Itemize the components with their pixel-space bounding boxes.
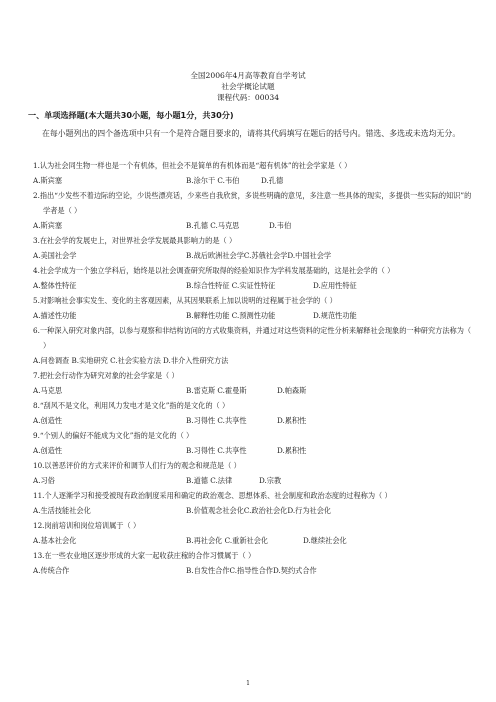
option-b: B.道德 C.法律 bbox=[186, 475, 233, 485]
option-d: D.规范性功能 bbox=[313, 310, 357, 320]
exam-title: 全国2006年4月高等教育自学考试 bbox=[190, 71, 306, 80]
option-d: D.应用性特征 bbox=[313, 280, 357, 290]
question-stem: 6.一种深入研究对象内部，以参与观察和非结构访问的方式收集资料，并通过对这些资料的定性分析来解释社会现象的一种研究方法称为（ ） bbox=[33, 325, 472, 350]
question-options bbox=[33, 473, 473, 488]
question-stem: 1.认为社会同生物一样也是一个有机体，但社会不是简单的有机体而是“超有机体”的社会学家是（ ） bbox=[33, 160, 352, 170]
option-a: A.生活技能社会化 bbox=[33, 505, 91, 515]
option-a: A.马克思 bbox=[33, 385, 63, 395]
section-title: 一、单项选择题(本大题共30小题，每小题1分，共30分) bbox=[28, 110, 234, 120]
option-b: B.综合性特征 C.实证性特征 bbox=[186, 280, 276, 290]
option-b: B.涂尔干 C.韦伯 bbox=[186, 175, 240, 185]
question-stem: 9.“个别人的偏好不能成为文化”指的是文化的（ ） bbox=[33, 430, 194, 440]
question-stem: 3.在社会学的发展史上，对世界社会学发展最具影响力的是（ ） bbox=[33, 235, 237, 245]
option-d: D.帕森斯 bbox=[277, 385, 307, 395]
option-a: A.美国社会学 bbox=[33, 250, 77, 260]
option-b: B.习得性 C.共享性 bbox=[186, 445, 247, 455]
question-options bbox=[33, 173, 473, 188]
option-a: A.斯宾塞 bbox=[33, 175, 63, 185]
course-code: 课程代码：00034 bbox=[216, 92, 280, 102]
question-stem: 7.把社会行动作为研究对象的社会学家是（ ） bbox=[33, 370, 179, 380]
question-stem: 8.“刮风不是文化，利用风力发电才是文化”指的是文化的（ ） bbox=[33, 400, 230, 410]
option-a: A.创造性 bbox=[33, 415, 63, 425]
option-a: A.传统合作 bbox=[33, 565, 70, 575]
option-a: A.基本社会化 bbox=[33, 535, 77, 545]
option-b: B.战后欧洲社会学C.苏俄社会学D.中国社会学 bbox=[186, 250, 332, 260]
question-options bbox=[33, 443, 473, 458]
page-number: 1 bbox=[246, 680, 250, 687]
option-a: A.问卷调查 B.实地研究 C.社会实验方法 D.非介入性研究方法 bbox=[33, 355, 229, 365]
question-options bbox=[33, 413, 473, 428]
option-a: A.整体性特征 bbox=[33, 280, 77, 290]
question-stem: 11.个人逐渐学习和接受被现有政治制度采用和确定的政治观念、思想体系、社会制度和政治态度的过程称为（ ） bbox=[33, 490, 392, 500]
question-options bbox=[33, 308, 473, 323]
section-instructions: 在每小题列出的四个备选项中只有一个是符合题目要求的，请将其代码填写在题后的括号内。错选、多选或未选均无分。 bbox=[42, 129, 461, 138]
question-stem: 5.对影响社会事实发生、变化的主客观因素，从其因果联系上加以说明的过程属于社会学的（ ） bbox=[33, 295, 337, 305]
question-stem: 13.在一些农业地区逐步形成的大家一起收获庄稼的合作习惯属于（ ） bbox=[33, 550, 256, 560]
option-a: A.习俗 bbox=[33, 475, 55, 485]
question-stem: 4.社会学成为一个独立学科后，始终是以社会调查研究所取得的经验知识作为学科发展基础的，这是社会学的（ ） bbox=[33, 265, 395, 275]
question-options bbox=[33, 353, 473, 368]
option-a: A.创造性 bbox=[33, 445, 63, 455]
option-b: B.再社会化 C.重新社会化 bbox=[186, 535, 269, 545]
option-a: A.描述性功能 bbox=[33, 310, 77, 320]
exam-subject: 社会学概论试题 bbox=[221, 81, 275, 91]
option-b: B.解释性功能 C.预测性功能 bbox=[186, 310, 276, 320]
question-list bbox=[33, 158, 473, 578]
option-d: D.韦伯 bbox=[269, 220, 292, 230]
option-b: B.习得性 C.共享性 bbox=[186, 415, 247, 425]
exam-header bbox=[0, 71, 496, 103]
question-options bbox=[33, 563, 473, 578]
option-b: B.自发性合作C.指导性合作D.契约式合作 bbox=[186, 565, 317, 575]
question-options bbox=[33, 248, 473, 263]
option-b: B.雷克斯 C.霍曼斯 bbox=[186, 385, 247, 395]
question-stem: 10.以善恶评价的方式来评价和调节人们行为的观念和规范是（ ） bbox=[33, 460, 241, 470]
question-options bbox=[33, 218, 473, 233]
question-options bbox=[33, 533, 473, 548]
option-d: D.孔德 bbox=[261, 175, 284, 185]
option-d: D.累积性 bbox=[277, 445, 307, 455]
question-stem: 2.指出“少发些不着边际的空论，少说些漂亮话，少来些自我欣赏，多说些明确的意见，多注意一些具体的现实，多提供一些实际的知识”的学者是（ ） bbox=[33, 190, 472, 215]
question-options bbox=[33, 503, 473, 518]
option-b: B.价值观念社会化C.政治社会化D.行为社会化 bbox=[186, 505, 332, 515]
question-stem: 12.岗前培训和岗位培训属于（ ） bbox=[33, 520, 141, 530]
option-d: D.继续社会化 bbox=[303, 535, 347, 545]
option-a: A.斯宾塞 bbox=[33, 220, 63, 230]
question-options bbox=[33, 383, 473, 398]
option-d: D.宗教 bbox=[259, 475, 282, 485]
option-b: B.孔德 C.马克思 bbox=[186, 220, 240, 230]
question-options bbox=[33, 278, 473, 293]
option-d: D.累积性 bbox=[277, 415, 307, 425]
